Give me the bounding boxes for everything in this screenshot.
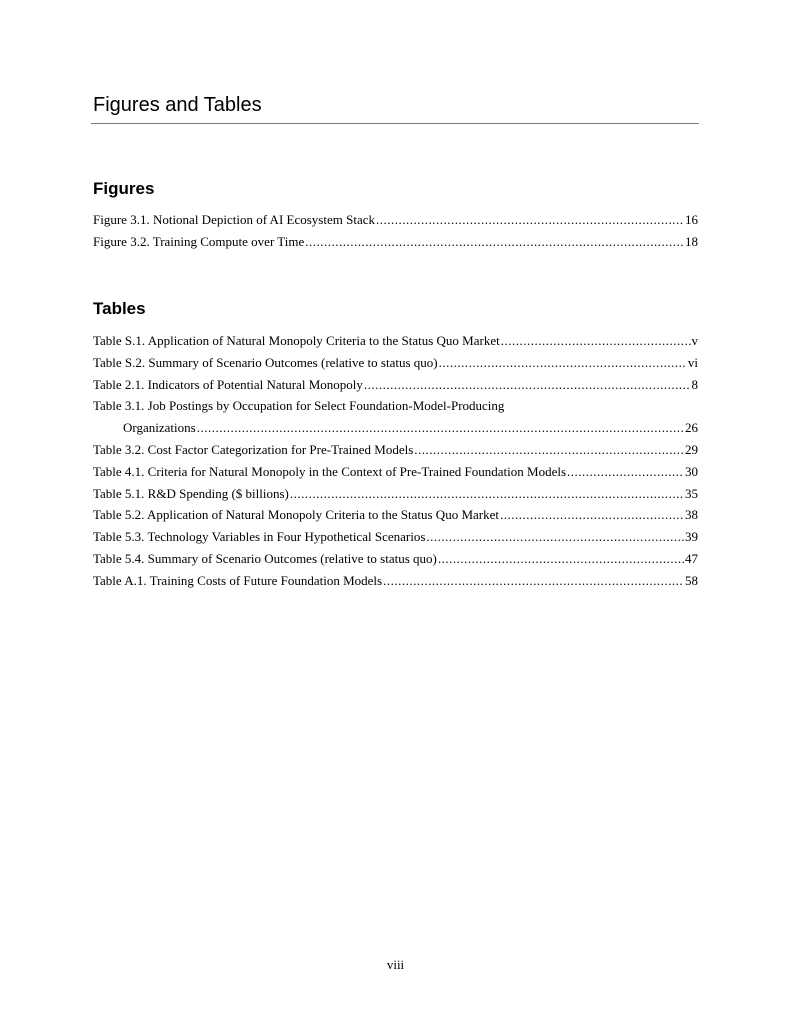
entry-page: 8 <box>691 376 698 392</box>
entry-page: vi <box>687 354 698 370</box>
entry-page: 58 <box>685 572 698 588</box>
dot-leader <box>290 483 684 505</box>
dot-leader <box>383 570 684 592</box>
entry-label: Table 5.3. Technology Variables in Four Hypothetical Scenarios <box>93 529 426 545</box>
figures-heading: Figures <box>93 179 155 198</box>
entry-page: 39 <box>685 529 698 545</box>
entry-label: Organizations <box>123 420 196 436</box>
entry-label: Table 5.4. Summary of Scenario Outcomes (relative to status quo) <box>93 550 437 566</box>
table-entry[interactable] <box>93 526 698 548</box>
entry-label: Table 2.1. Indicators of Potential Natural Monopoly <box>93 376 363 392</box>
dot-leader <box>567 461 684 483</box>
entry-label: Table 3.1. Job Postings by Occupation for Select Foundation-Model-Producing <box>93 398 505 414</box>
entry-label: Table A.1. Training Costs of Future Foundation Models <box>93 572 383 588</box>
entry-label: Table S.1. Application of Natural Monopoly Criteria to the Status Quo Market <box>93 333 500 348</box>
table-entry-line1[interactable] <box>93 395 698 417</box>
dot-leader <box>305 231 684 253</box>
table-entry[interactable] <box>93 570 698 592</box>
entry-label: Table S.2. Summary of Scenario Outcomes (relative to status quo) <box>93 354 438 370</box>
entry-label: Table 3.2. Cost Factor Categorization for Pre-Trained Models <box>93 441 414 457</box>
dot-leader <box>414 439 684 461</box>
table-entry-continuation[interactable] <box>93 417 698 439</box>
table-entry[interactable] <box>93 483 698 505</box>
tables-list <box>93 330 698 592</box>
entry-page: v <box>691 333 698 348</box>
table-entry[interactable] <box>93 352 698 374</box>
table-entry[interactable] <box>93 461 698 483</box>
entry-label: Table 5.1. R&D Spending ($ billions) <box>93 485 289 501</box>
entry-page: 35 <box>685 485 698 501</box>
page-number: viii <box>386 957 405 972</box>
entry-label: Figure 3.1. Notional Depiction of AI Ecosystem Stack <box>93 212 375 227</box>
entry-label: Figure 3.2. Training Compute over Time <box>93 233 305 249</box>
entry-label: Table 4.1. Criteria for Natural Monopoly in the Context of Pre-Trained Foundation Models <box>93 463 567 479</box>
entry-label: Table 5.2. Application of Natural Monopoly Criteria to the Status Quo Market <box>93 507 499 523</box>
figures-list <box>93 209 698 253</box>
tables-heading: Tables <box>93 299 146 318</box>
dot-leader <box>426 526 684 548</box>
page-title: Figures and Tables <box>93 94 262 116</box>
figure-entry[interactable] <box>93 231 698 253</box>
dot-leader <box>438 548 684 570</box>
dot-leader <box>197 417 684 439</box>
entry-page: 29 <box>685 441 698 457</box>
entry-page: 30 <box>685 463 698 479</box>
table-entry[interactable] <box>93 504 698 526</box>
table-entry[interactable] <box>93 374 698 396</box>
table-entry[interactable] <box>93 548 698 570</box>
dot-leader <box>501 330 691 352</box>
dot-leader <box>439 352 687 374</box>
title-divider <box>91 123 699 124</box>
dot-leader <box>376 209 684 231</box>
figure-entry[interactable] <box>93 209 698 231</box>
entry-page: 38 <box>685 507 698 523</box>
table-entry[interactable] <box>93 439 698 461</box>
entry-page: 26 <box>685 420 698 436</box>
dot-leader <box>364 374 691 396</box>
entry-page: 18 <box>685 233 698 249</box>
dot-leader <box>500 504 684 526</box>
entry-page: 47 <box>685 550 698 566</box>
table-entry[interactable] <box>93 330 698 352</box>
entry-page: 16 <box>685 212 698 227</box>
